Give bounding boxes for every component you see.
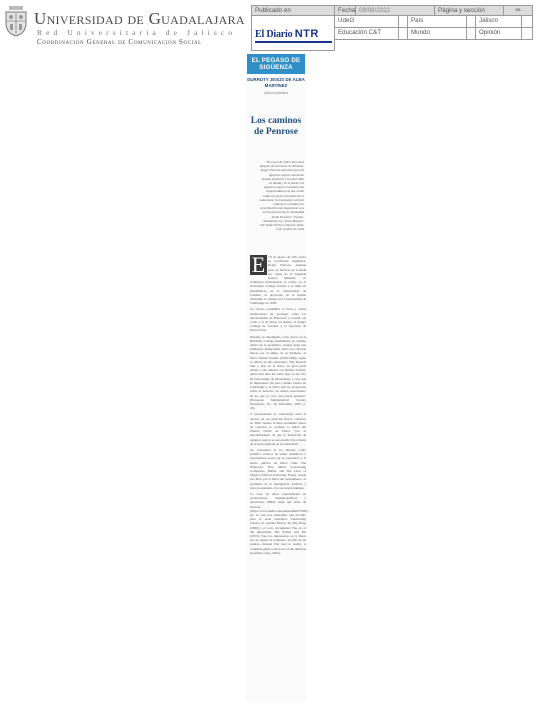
logo-text: El Diario xyxy=(255,29,293,40)
article-paragraph: Durante su desempeño como lector en el Birkbeck College fundamenta su camino dentro de la geometría, aunque tiene una influencia inmejorable hacia las ciencias físicas por el amigo de su hermano, el físico Dennis Sciama (1926-1999), según lo refiere en una entrevista: "Me interesé más y más en la física, en gran parte debido a mi amistad con Dennis Sciama, quien más bien me tomó bajo su ala. Era un buen amigo de mi hermano y creo que le impresionó mi paso cuando estaba en Cambridge y la física aún no progresaba sobre el universo en estado estacionario en los que yo creo que hayan pensado" (European Mathematical Society Newsletter, No. 58, December 2005, p. 16). xyxy=(250,334,306,411)
article-body xyxy=(250,252,309,557)
article-paragraph: La base de datos especializada en producciones cinematográficas y televisivas, IMDb, tiene una ficha de Penrose (https://www.imdb.com/name/nm0672309/) por la cual nos enteramos que escribió para la serie televisiva Celebrating Science el capítulo Before the Big Bang (2009) y el corto documental The art of the impossible: MC Escher and Me (2015). Para los interesados en la física nos ha dejado el tremendo -en más de un sentido- manual The road to reality: A complete guide to the laws of the universe (Jonathan Cape, 2004). xyxy=(250,491,309,555)
university-header xyxy=(3,5,245,46)
author-name: DURRUTY JESÚS DE ALBA MARTÍNEZ xyxy=(247,77,305,88)
university-office: Coordinación General de Comunicación Social xyxy=(37,38,202,46)
article-paragraph: Su curiosidad lo ha llevado como prolífico escritor de temas científicos a cuestionarse acerca de la conciencia y al efecto público en libros como The Emperor's New Mind: Concerning Computers, Minds, and The Laws of Physics (Oxford University Press), donde nos lleva por la física del pensamiento, el problema de la inteligencia artificial y trata de entender a la conciencia humana. xyxy=(250,447,306,490)
article-epigraph: "En enero de 1965, diez años después de la muerte de Einstein, Roger Penrose demostró que los agujeros negros realmente pueden formarse y los describió en detalle; en el fondo, los agujeros negros esconden una singularidad en la que cesan todas las leyes conocidas de la naturaleza. Su innovador artículo todavía se considera la contribución más importante a la teoría general de la relatividad desde Einstein". Fuente: Nobelprize.org. Press Release: The Nobel Prize in Physics 2020, 6 de octubre de 2020 xyxy=(259,160,304,232)
published-label: Publicado en xyxy=(251,5,335,16)
date-value: 08/08/2022 xyxy=(355,5,435,16)
page-section-label: Página y sección xyxy=(434,5,504,16)
checkbox-cell xyxy=(521,27,533,40)
section-cell: Jalisco xyxy=(475,15,522,28)
article-paragraph: Su carrera académica lo lleva a varias instituciones de prestigio como las universidades de Princeton y Cornell, así como a la de Texas en Austin, al King's College de Londres y la Syracuse de Nueva York. xyxy=(250,307,306,333)
logo-underline xyxy=(255,41,332,43)
university-crest-icon xyxy=(3,5,29,37)
section-cell: País xyxy=(407,15,467,28)
publication-metadata-table xyxy=(251,5,533,51)
article-paragraph: l 8 de agosto de 1931 nació en Colchester, Inglaterra, Roger Penrose. Aunque pasó su infancia en Canadá por causa de la Segunda Guerra Mundial, su formación universitaria la recibe en el University College London y se titula en matemáticas en la Universidad de Londres, el doctorado en la misma disciplina lo obtiene en la Universidad de Cambridge en 1958. xyxy=(250,255,306,306)
university-network: Red Universitaria de Jalisco xyxy=(37,28,237,37)
logo-brand: NTR xyxy=(294,28,319,40)
section-cell: Mundo xyxy=(407,27,467,40)
column-banner xyxy=(247,54,305,74)
newspaper-clipping xyxy=(245,52,307,702)
article-title: Los caminos de Penrose xyxy=(250,116,302,137)
section-cell: Opinión xyxy=(475,27,522,40)
page-value: 6a xyxy=(503,5,533,16)
university-name: Universidad de Guadalajara xyxy=(34,9,245,28)
column-name: EL PEGASO DE SIGÜENZA xyxy=(251,57,301,71)
article-paragraph: Y precisamente la cosmología sería el terreno de sus mayores frutos, contados en 2020 cuando la Real Academia Sueca de Ciencias le confiere la mitad del Premio Nobel de Física "por el descubrimiento de que la formación de agujeros negros es una predicción robusta de la teoría general de la relatividad". xyxy=(250,412,306,446)
section-cell: Educación C&T xyxy=(334,27,399,40)
newspaper-logo xyxy=(251,15,335,51)
author-handle: @durrutydealba xyxy=(263,91,289,95)
date-label: Fecha xyxy=(334,5,356,16)
section-cell: UdeG xyxy=(334,15,399,28)
drop-cap: E xyxy=(251,252,266,277)
